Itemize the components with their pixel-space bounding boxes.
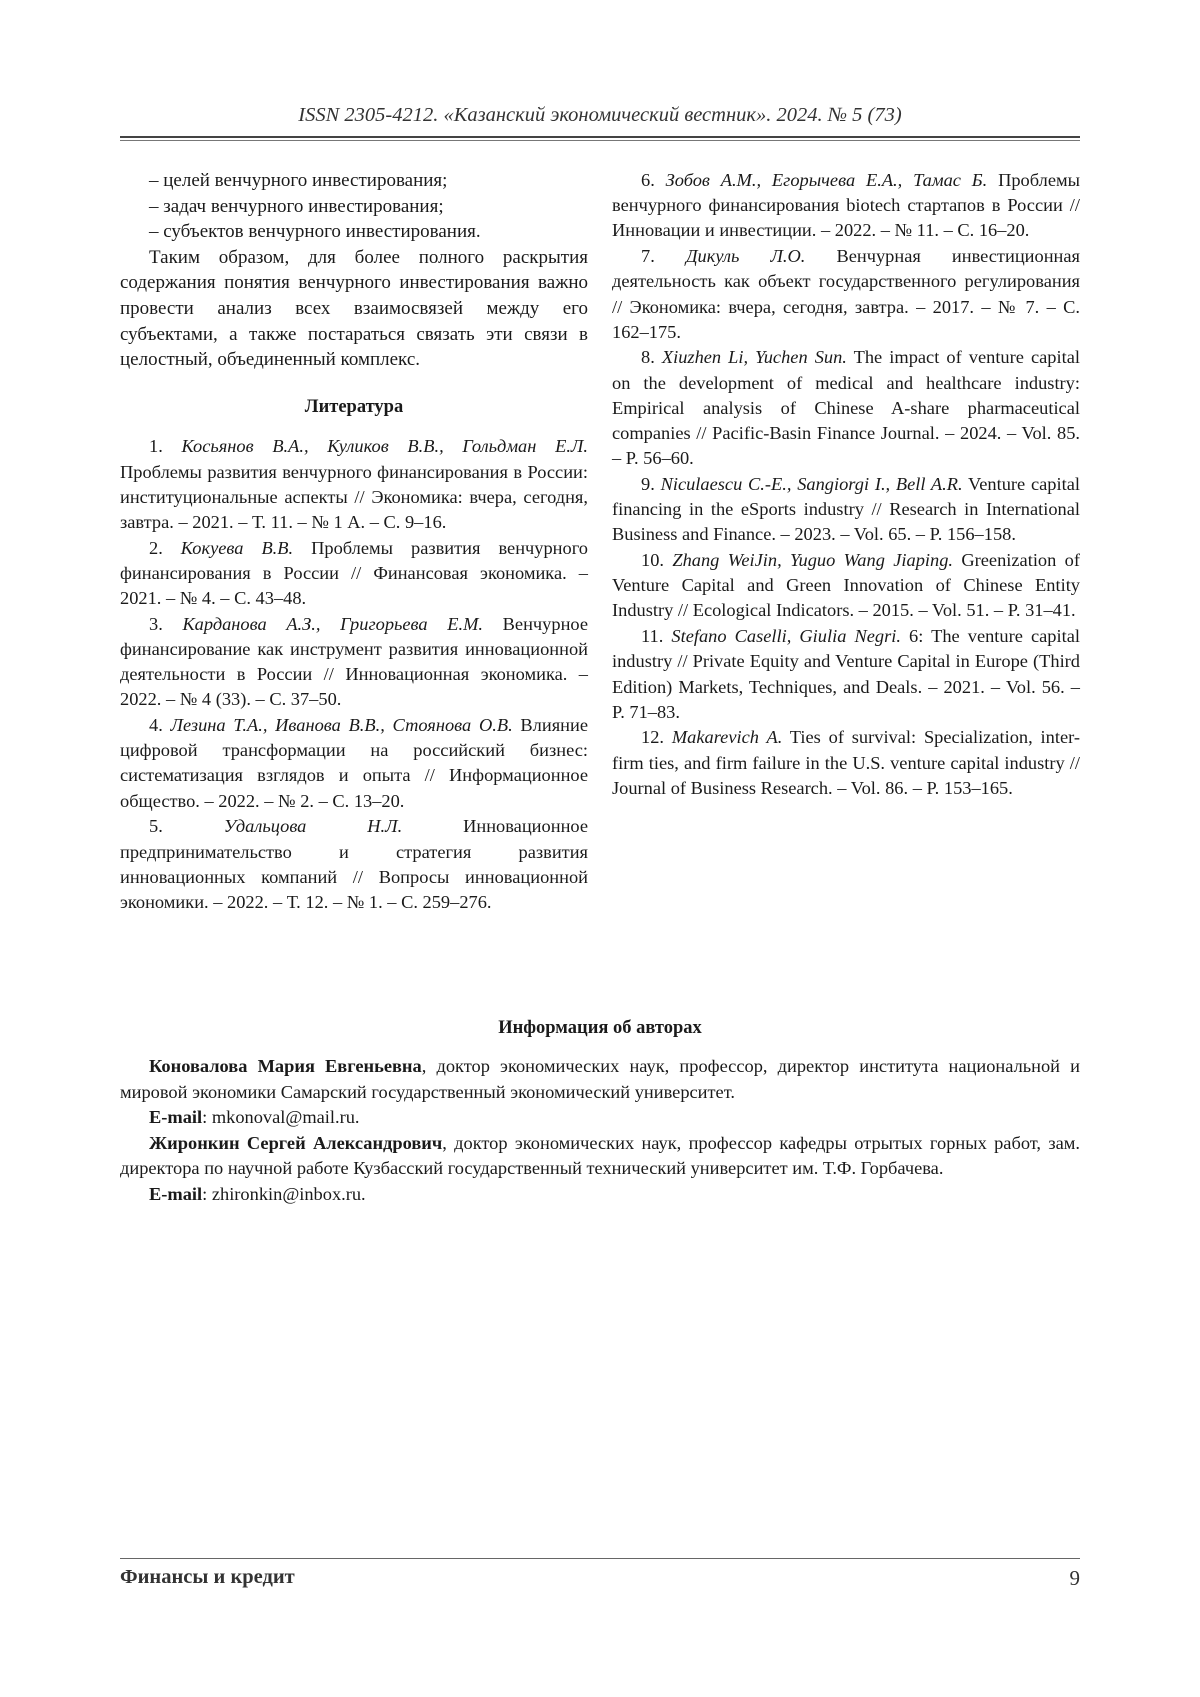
left-column bbox=[120, 168, 588, 916]
email-link[interactable]: : zhironkin@inbox.ru. bbox=[202, 1183, 366, 1204]
header-rule bbox=[120, 136, 1080, 138]
author-name: Коновалова Мария Евгеньевна bbox=[149, 1056, 422, 1076]
footer-section-title: Финансы и кредит bbox=[120, 1566, 295, 1588]
author-name: Жиронкин Сергей Александрович bbox=[149, 1132, 443, 1153]
email-link[interactable]: : mkonoval@mail.ru. bbox=[202, 1107, 360, 1128]
reference-item: 9. Niculaescu C.-E., Sangiorgi I., Bell A.R. Venture capital financing in the eSports industry // Research in International Business and Finance. – 2023. – Vol. 65. – P. 156–158. bbox=[612, 473, 1080, 545]
reference-list-left bbox=[120, 434, 588, 915]
author-email-line bbox=[120, 1105, 1080, 1131]
reference-item: 1. Косьянов В.А., Куликов В.В., Гольдман Е.Л. Проблемы развития венчурного финансирования в России: институциональные аспекты // Экономика: вчера, сегодня, завтра. – 2021. – Т. 11. – № 1 А. – С. 9–16. bbox=[120, 436, 588, 532]
author-email-line bbox=[120, 1182, 1080, 1208]
list-item: – субъектов венчурного инвестирования. bbox=[149, 221, 481, 243]
author-bio: , доктор экономических наук, профессор кафедры отрытых горных работ, зам. директора по научной работе Кузбасский государственный технический университет им. Т.Ф. Горбачева. bbox=[120, 1132, 1080, 1179]
list-item: – задач венчурного инвестирования; bbox=[149, 195, 444, 217]
page-number: 9 bbox=[1069, 1566, 1080, 1590]
running-header: ISSN 2305-4212. «Казанский экономический вестник». 2024. № 5 (73) bbox=[298, 104, 902, 126]
author-bio: , доктор экономических наук, профессор, директор института национальной и мировой экономики Самарский государственный экономический университет. bbox=[120, 1056, 1081, 1102]
reference-list-right bbox=[612, 168, 1080, 801]
reference-item: 12. Makarevich A. Ties of survival: Specialization, inter-firm ties, and firm failure in the U.S. venture capital industry // Journal of Business Research. – Vol. 86. – P. 153–165. bbox=[612, 727, 1080, 798]
header-rule-thin bbox=[120, 140, 1080, 141]
email-label: E-mail bbox=[149, 1183, 203, 1204]
list-item: – целей венчурного инвестирования; bbox=[149, 170, 448, 191]
author-entry bbox=[120, 1131, 1080, 1182]
right-column bbox=[612, 168, 1080, 802]
reference-item: 6. Зобов А.М., Егорычева Е.А., Тамас Б. Проблемы венчурного финансирования biotech стартапов в России // Инновации и инвестиции. – 2022. – № 11. – С. 16–20. bbox=[612, 170, 1080, 241]
footer-rule bbox=[120, 1558, 1080, 1559]
reference-item: 7. Дикуль Л.О. Венчурная инвестиционная деятельность как объект государственного регулирования // Экономика: вчера, сегодня, завтра. – 2017. – № 7. – С. 162–175. bbox=[612, 246, 1080, 342]
body-paragraph: Таким образом, для более полного раскрытия содержания понятия венчурного инвестирования важно провести анализ всех взаимосвязей между его субъектами, а также постараться связать эти связи в целостный, объединенный комплекс. bbox=[120, 246, 588, 371]
reference-item: 11. Stefano Caselli, Giulia Negri. 6: The venture capital industry // Private Equity and Venture Capital in Europe (Third Edition) Markets, Techniques, and Deals. – 2021. – Vol. 56. – P. 71–83. bbox=[612, 626, 1080, 722]
literature-heading: Литература bbox=[304, 396, 404, 417]
reference-item: 5. Удальцова Н.Л. Инновационное предпринимательство и стратегия развития инновационных компаний // Вопросы инновационной экономики. – 2022. – Т. 12. – № 1. – С. 259–276. bbox=[120, 816, 588, 912]
reference-item: 3. Карданова А.З., Григорьева Е.М. Венчурное финансирование как инструмент развития инновационной деятельности в России // Инновационная экономика. – 2022. – № 4 (33). – С. 37–50. bbox=[120, 613, 588, 710]
reference-item: 8. Xiuzhen Li, Yuchen Sun. The impact of venture capital on the development of medical and healthcare industry: Empirical analysis of Chinese A-share pharmaceutical companies // Pacific-Basin Finance Journal. – 2024. – Vol. 85. – P. 56–60. bbox=[612, 347, 1080, 469]
reference-item: 2. Кокуева В.В. Проблемы развития венчурного финансирования в России // Финансовая экономика. – 2021. – № 4. – С. 43–48. bbox=[120, 537, 588, 609]
author-entry bbox=[120, 1054, 1080, 1105]
authors-heading: Информация об авторах bbox=[498, 1018, 702, 1038]
reference-item: 10. Zhang WeiJin, Yuguo Wang Jiaping. Greenization of Venture Capital and Green Innovation of Chinese Entity Industry // Ecological Indicators. – 2015. – Vol. 51. – P. 31–41. bbox=[612, 550, 1080, 621]
authors-info bbox=[120, 1054, 1080, 1208]
reference-item: 4. Лезина Т.А., Иванова В.В., Стоянова О.В. Влияние цифровой трансформации на российский бизнес: систематизация взглядов и опыта // Информационное общество. – 2022. – № 2. – С. 13–20. bbox=[120, 715, 588, 811]
email-label: E-mail bbox=[149, 1107, 203, 1128]
